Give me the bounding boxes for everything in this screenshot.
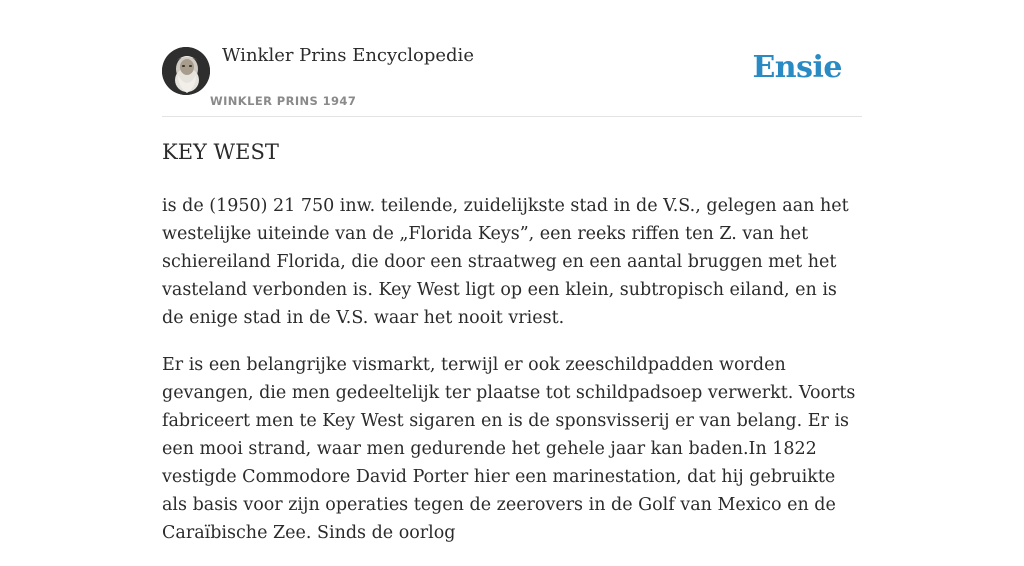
site-title[interactable]: Winkler Prins Encyclopedie — [222, 45, 474, 66]
article-paragraph: is de (1950) 21 750 inw. teilende, zuidelijkste stad in de V.S., gelegen aan het westelijke uiteinde van de „Florida Keys”, een reeks riffen ten Z. van het schiereiland Florida, die door een straatweg en een aantal bruggen met het vasteland verbonden is. Key West ligt op een klein, subtropisch eiland, en is de enige stad in de V.S. waar het nooit vriest. — [162, 196, 849, 328]
portrait-avatar-icon[interactable] — [162, 47, 210, 95]
article-body — [162, 192, 862, 566]
portrait-avatar-graphic — [162, 47, 210, 95]
page — [162, 0, 862, 543]
brand-logo[interactable]: Ensie — [752, 50, 842, 85]
article-paragraph: Er is een belangrijke vismarkt, terwijl er ook zeeschildpadden worden gevangen, die men gedeeltelijk ter plaatse tot schildpadsoep verwerkt. Voorts fabriceert men te Key West sigaren en is de sponsvisserij er van belang. Er is een mooi strand, waar men gedurende het gehele jaar kan baden.In 1822 vestigde Commodore David Porter hier een marinestation, dat hij gebruikte als basis voor zijn operaties tegen de zeerovers in de Golf van Mexico en de Caraïbische Zee. Sinds de oorlog — [162, 355, 856, 543]
site-subtitle: WINKLER PRINS 1947 — [210, 94, 357, 108]
article-title: KEY WEST — [162, 140, 279, 164]
site-header — [162, 0, 862, 117]
